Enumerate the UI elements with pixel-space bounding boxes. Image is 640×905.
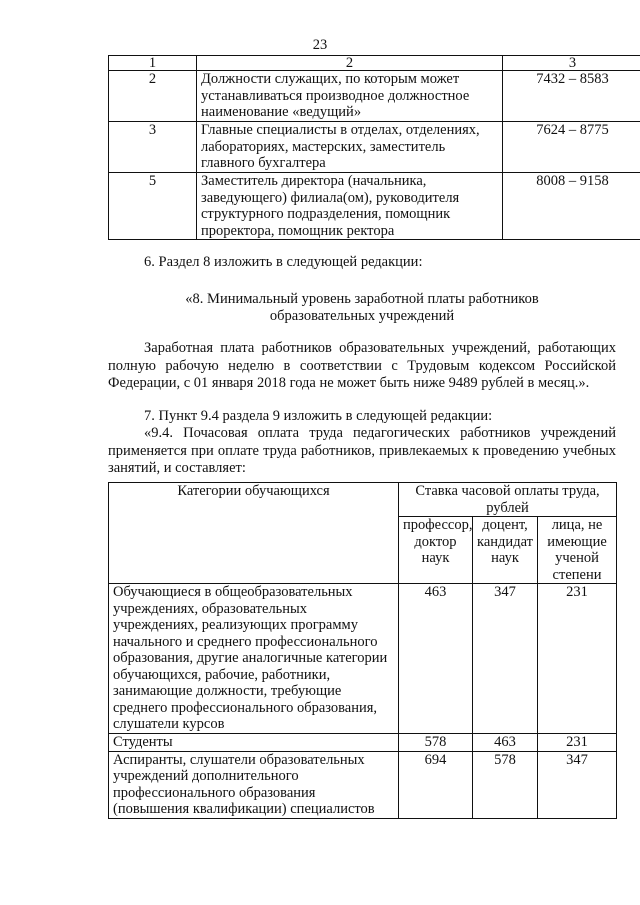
table-row xyxy=(109,122,640,173)
rate-docent: 347 xyxy=(473,584,538,734)
header-cell: 2 xyxy=(197,56,503,71)
hourly-rate-table xyxy=(108,482,617,819)
qualification-level: 2 xyxy=(109,71,197,122)
rate-professor: 463 xyxy=(399,584,473,734)
header-cell: 3 xyxy=(503,56,640,71)
rate-no-degree: 231 xyxy=(538,584,617,734)
category-header: Категории обучающихся xyxy=(109,483,399,584)
rate-professor: 694 xyxy=(399,751,473,818)
qualification-level: 5 xyxy=(109,173,197,240)
table-row xyxy=(109,584,617,734)
salary-range: 8008 – 9158 xyxy=(503,173,640,240)
rate-no-degree: 231 xyxy=(538,734,617,752)
sub-header-professor: профессор, доктор наук xyxy=(399,517,473,584)
sub-header-docent: доцент, кандидат наук xyxy=(473,517,538,584)
category-cell: Студенты xyxy=(109,734,399,752)
item-6-text: 6. Раздел 8 изложить в следующей редакции: xyxy=(144,254,423,270)
position-title: Заместитель директора (начальника, заведующего) филиала(ом), руководителя структурного подразделения, помощник проректора, помощник ректора xyxy=(197,173,503,240)
table-row xyxy=(109,734,617,752)
table-header-row xyxy=(109,56,640,71)
salary-range: 7624 – 8775 xyxy=(503,122,640,173)
table-header-row xyxy=(109,483,617,517)
section-8-paragraph: Заработная плата работников образовательных учреждений, работающих полную рабочую неделю в соответствии с Трудовым кодексом Российской Федерации, с 01 января 2018 года не может быть ниже 9489 рублей в месяц.». xyxy=(108,340,616,391)
table-row xyxy=(109,751,617,818)
section-8-title-line2: образовательных учреждений xyxy=(269,308,455,324)
section-8-title-line1: «8. Минимальный уровень заработной платы работников xyxy=(185,291,539,307)
rate-header: Ставка часовой оплаты труда, рублей xyxy=(399,483,617,517)
category-cell: Аспиранты, слушатели образовательных учреждений дополнительного профессионального образования (повышения квалификации) специалистов xyxy=(109,751,399,818)
rate-docent: 463 xyxy=(473,734,538,752)
rate-professor: 578 xyxy=(399,734,473,752)
rate-docent: 578 xyxy=(473,751,538,818)
page-number: 23 xyxy=(312,37,328,53)
table-row xyxy=(109,71,640,122)
item-7-text: 7. Пункт 9.4 раздела 9 изложить в следующей редакции: xyxy=(144,408,493,424)
sub-header-no-degree: лица, не имеющие ученой степени xyxy=(538,517,617,584)
salary-range: 7432 – 8583 xyxy=(503,71,640,122)
table-row xyxy=(109,173,640,240)
position-title: Должности служащих, по которым может устанавливаться производное должностное наименование «ведущий» xyxy=(197,71,503,122)
header-cell: 1 xyxy=(109,56,197,71)
item-9-4-paragraph: «9.4. Почасовая оплата труда педагогических работников учреждений применяется при оплате труда работников, привлекаемых к проведению учебных занятий, и составляет: xyxy=(108,425,616,476)
category-cell: Обучающиеся в общеобразовательных учреждениях, образовательных учреждениях, реализующих программу начального и среднего профессионального образования, другие аналогичные категории обучающихся, рабочие, работники, занимающие должности, требующие среднего профессионального образования, слушатели курсов xyxy=(109,584,399,734)
rate-no-degree: 347 xyxy=(538,751,617,818)
qualification-level: 3 xyxy=(109,122,197,173)
position-title: Главные специалисты в отделах, отделениях, лабораториях, мастерских, заместитель главного бухгалтера xyxy=(197,122,503,173)
position-salary-table xyxy=(108,55,640,240)
